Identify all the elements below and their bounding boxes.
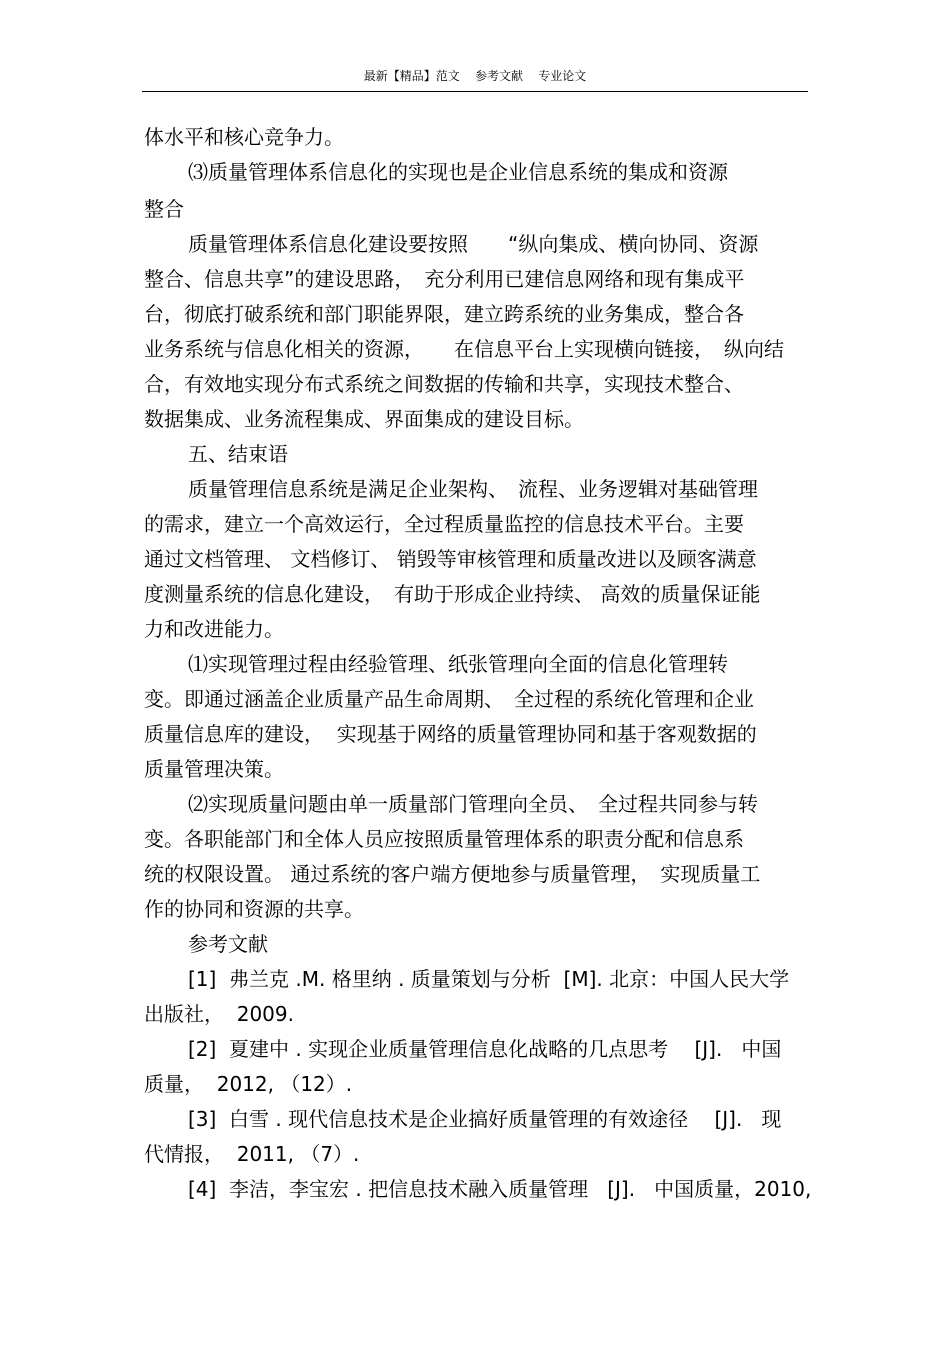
section-heading: 整合 [144,197,184,221]
body-line: 质量管理决策。 [144,757,284,781]
body-line: ⑵实现质量问题由单一质量部门管理向全员、 全过程共同参与转 [188,792,758,816]
body-line: 作的协同和资源的共享。 [144,897,364,921]
reference-line: [4] 李洁，李宝宏 . 把信息技术融入质量管理 [J]. 中国质量，2010, [188,1177,812,1201]
reference-line: 出版社， 2009. [144,1002,294,1026]
body-line: 质量信息库的建设， 实现基于网络的质量管理协同和基于客观数据的 [144,722,757,746]
page-header: 最新【精品】范文 参考文献 专业论文 [363,69,587,83]
body-line: 业务系统与信息化相关的资源， 在信息平台上实现横向链接， 纵向结 [144,337,784,361]
reference-line: [2] 夏建中 . 实现企业质量管理信息化战略的几点思考 [J]. 中国 [188,1037,782,1061]
body-line: 质量管理体系信息化建设要按照 “纵向集成、横向协同、资源 [188,232,759,256]
body-line: 力和改进能力。 [144,617,284,641]
body-line: ⑴实现管理过程由经验管理、纸张管理向全面的信息化管理转 [188,652,728,676]
section-heading: 五、结束语 [188,442,288,466]
reference-line: 质量， 2012, （12）. [144,1072,353,1096]
body-line: 变。即通过涵盖企业质量产品生命周期、 全过程的系统化管理和企业 [144,687,754,711]
body-line: 整合、信息共享”的建设思路， 充分利用已建信息网络和现有集成平 [144,267,745,291]
body-line: 数据集成、业务流程集成、界面集成的建设目标。 [144,407,584,431]
body-line: 合，有效地实现分布式系统之间数据的传输和共享，实现技术整合、 [144,372,744,396]
reference-line: [1] 弗兰克 .M. 格里纳 . 质量策划与分析 [M]. 北京：中国人民大学 [188,967,790,991]
body-line: 质量管理信息系统是满足企业架构、 流程、业务逻辑对基础管理 [188,477,758,501]
references-heading: 参考文献 [188,932,268,956]
body-line: 体水平和核心竞争力。 [144,125,344,149]
body-line: 台，彻底打破系统和部门职能界限，建立跨系统的业务集成，整合各 [144,302,744,326]
body-line: 统的权限设置。 通过系统的客户端方便地参与质量管理， 实现质量工 [144,862,761,886]
section-heading: ⑶质量管理体系信息化的实现也是企业信息系统的集成和资源 [188,160,728,184]
header-divider [142,91,808,92]
body-line: 度测量系统的信息化建设， 有助于形成企业持续、 高效的质量保证能 [144,582,761,606]
body-line: 变。各职能部门和全体人员应按照质量管理体系的职责分配和信息系 [144,827,744,851]
reference-line: 代情报， 2011, （7）. [144,1142,360,1166]
body-line: 通过文档管理、 文档修订、 销毁等审核管理和质量改进以及顾客满意 [144,547,757,571]
body-line: 的需求，建立一个高效运行，全过程质量监控的信息技术平台。主要 [144,512,744,536]
reference-line: [3] 白雪 . 现代信息技术是企业搞好质量管理的有效途径 [J]. 现 [188,1107,782,1131]
